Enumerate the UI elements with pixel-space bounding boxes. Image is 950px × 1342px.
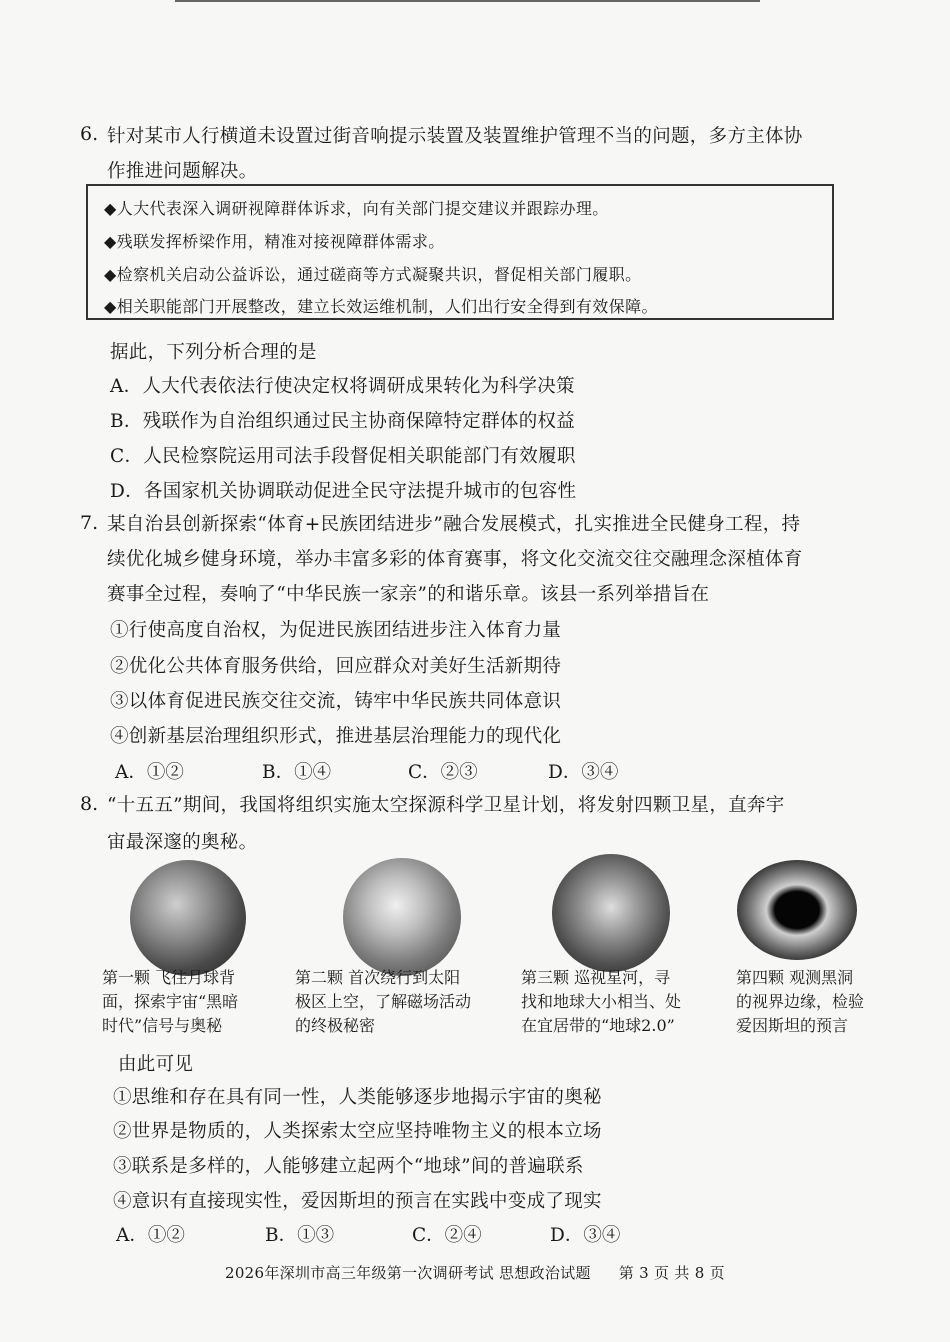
satellite-caption: 第一颗 飞往月球背 面，探索宇宙“黑暗 时代”信号与奥秘 [102,968,239,1035]
question-stem-line: 赛事全过程，奏响了“中华民族一家亲”的和谐乐章。该县一系列举措旨在 [107,584,710,605]
option-d: D．③④ [550,1225,621,1246]
option-b: B．残联作为自治组织通过民主协商保障特定群体的权益 [110,411,576,432]
option-b: B．①③ [265,1225,335,1246]
statement-1: ①思维和存在具有同一性，人类能够逐步地揭示宇宙的奥秘 [113,1087,602,1108]
question-stem-line: 作推进问题解决。 [107,161,258,182]
question-number: 7. [80,512,99,534]
statement-2: ②世界是物质的，人类探索太空应坚持唯物主义的根本立场 [113,1121,602,1142]
statement-3: ③联系是多样的，人能够建立起两个“地球”间的普遍联系 [113,1156,584,1177]
option-d: D．③④ [548,762,619,783]
question-stem-line: 续优化城乡健身环境，举办丰富多彩的体育赛事，将文化交流交往交融理念深植体育 [107,549,803,570]
material-item: ◆残联发挥桥梁作用，精准对接视障群体需求。 [104,232,445,251]
question-number: 6. [80,123,99,145]
question-stem-line: 某自治县创新探索“体育+民族团结进步”融合发展模式，扎实推进全民健身工程，持 [107,514,801,535]
sun-icon [343,858,461,976]
option-a: A．①② [116,1225,185,1246]
statement-1: ①行使高度自治权，为促进民族团结进步注入体育力量 [110,620,562,641]
black-hole-icon [737,860,857,960]
option-c: C．②③ [408,762,478,783]
option-b: B．①④ [262,762,332,783]
option-a: A．人大代表依法行使决定权将调研成果转化为科学决策 [110,376,575,397]
statement-4: ④创新基层治理组织形式，推进基层治理能力的现代化 [110,726,562,747]
option-c: C．②④ [412,1225,482,1246]
material-item: ◆相关职能部门开展整改，建立长效运维机制，人们出行安全得到有效保障。 [104,297,658,316]
option-d: D．各国家机关协调联动促进全民守法提升城市的包容性 [110,481,577,502]
option-c: C．人民检察院运用司法手段督促相关职能部门有效履职 [110,446,576,467]
question-stem-line: 针对某市人行横道未设置过街音响提示装置及装置维护管理不当的问题，多方主体协 [107,126,803,147]
option-a: A．①② [115,762,184,783]
statement-2: ②优化公共体育服务供给，回应群众对美好生活新期待 [110,656,562,677]
question-stem-line: 宙最深邃的奥秘。 [107,832,258,853]
satellite-caption: 第三颗 巡视星河，寻 找和地球大小相当、处 在宜居带的“地球2.0” [521,968,682,1035]
material-item: ◆人大代表深入调研视障群体诉求，向有关部门提交建议并跟踪办理。 [104,199,609,218]
page-number: 第 3 页 共 8 页 [618,1264,725,1282]
exam-title: 2026年深圳市高三年级第一次调研考试 思想政治试题 [225,1264,591,1282]
statement-4: ④意识有直接现实性，爱因斯坦的预言在实践中变成了现实 [113,1191,602,1212]
question-number: 8. [80,793,99,815]
question-prompt: 据此，下列分析合理的是 [110,342,317,363]
moon-icon [130,860,246,976]
page-footer [0,1262,950,1283]
satellite-caption: 第四颗 观测黑洞 的视界边缘，检验 爱因斯坦的预言 [736,968,865,1035]
earth-icon [552,854,670,972]
material-item: ◆检察机关启动公益诉讼，通过磋商等方式凝聚共识，督促相关部门履职。 [104,265,642,284]
material-box [86,184,834,320]
question-stem-line: “十五五”期间，我国将组织实施太空探源科学卫星计划，将发射四颗卫星，直奔宇 [107,795,785,816]
question-prompt: 由此可见 [118,1054,194,1075]
top-rule [175,0,760,2]
satellite-caption: 第二颗 首次绕行到太阳 极区上空，了解磁场活动 的终极秘密 [295,968,472,1035]
statement-3: ③以体育促进民族交往交流，铸牢中华民族共同体意识 [110,691,562,712]
